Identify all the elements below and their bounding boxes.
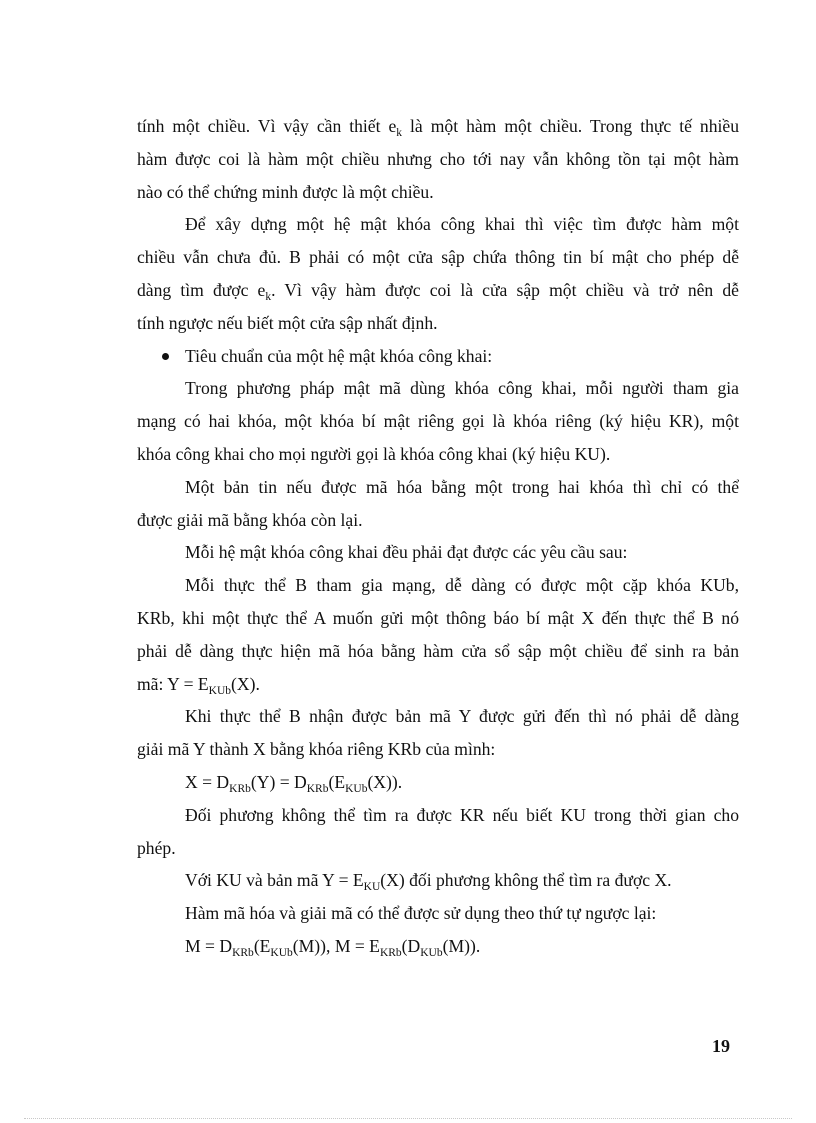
subscript: k bbox=[265, 290, 272, 303]
text-run: (X)). bbox=[367, 771, 403, 792]
text-run: (D bbox=[401, 935, 421, 956]
text-line bbox=[137, 864, 739, 897]
text-line: được giải mã bằng khóa còn lại. bbox=[137, 509, 363, 530]
bullet-icon bbox=[162, 353, 169, 360]
text-line bbox=[137, 110, 739, 143]
text-line: Mỗi hệ mật khóa công khai đều phải đạt được các yêu cầu sau: bbox=[185, 542, 628, 563]
text-run: (Y) = D bbox=[250, 771, 307, 792]
text-line: Một bản tin nếu được mã hóa bằng một trong hai khóa thì chỉ có thể bbox=[185, 476, 739, 497]
text-run: dàng tìm được e bbox=[137, 279, 266, 300]
text-line: khóa công khai cho mọi người gọi là khóa công khai (ký hiệu KU). bbox=[137, 443, 611, 464]
text-run: tính một chiều. Vì vậy cần thiết e bbox=[137, 116, 397, 136]
page-number: 19 bbox=[712, 1036, 730, 1056]
text-line: chiều vẫn chưa đủ. B phải có một cửa sập chứa thông tin bí mật cho phép dễ bbox=[137, 247, 739, 268]
text-line: Để xây dựng một hệ mật khóa công khai thì việc tìm được hàm một bbox=[185, 214, 739, 235]
subscript: KUb bbox=[270, 946, 293, 959]
text-line: Đối phương không thể tìm ra được KR nếu biết KU trong thời gian cho bbox=[185, 804, 739, 825]
text-line: hàm được coi là hàm một chiều nhưng cho tới nay vẫn không tồn tại một hàm bbox=[137, 148, 739, 169]
subscript: KUb bbox=[420, 946, 443, 959]
bullet-item bbox=[137, 340, 739, 373]
subscript: KUb bbox=[208, 684, 232, 697]
page-body bbox=[137, 110, 739, 963]
text-run: (E bbox=[328, 771, 346, 792]
bullet-text: Tiêu chuẩn của một hệ mật khóa công khai: bbox=[185, 345, 493, 366]
subscript: k bbox=[396, 127, 403, 139]
subscript: KRb bbox=[232, 946, 254, 959]
text-run: X = D bbox=[185, 771, 230, 792]
text-line: Mỗi thực thể B tham gia mạng, dễ dàng có được một cặp khóa KUb, bbox=[185, 575, 739, 596]
text-line: phải dễ dàng thực hiện mã hóa bằng hàm cửa sổ sập một chiều để sinh ra bản bbox=[137, 640, 739, 661]
text-line: mạng có hai khóa, một khóa bí mật riêng gọi là khóa riêng (ký hiệu KR), một bbox=[137, 411, 739, 432]
text-line: nào có thể chứng minh được là một chiều. bbox=[137, 181, 434, 202]
page-bottom-border bbox=[24, 1118, 792, 1119]
text-line: tính ngược nếu biết một cửa sập nhất định. bbox=[137, 312, 438, 333]
text-run: (E bbox=[253, 935, 271, 956]
text-line bbox=[137, 668, 739, 701]
text-run: (X). bbox=[231, 673, 260, 694]
text-run: mã: Y = E bbox=[137, 673, 209, 694]
subscript: KRb bbox=[379, 946, 402, 959]
text-line: phép. bbox=[137, 837, 176, 858]
text-line: Khi thực thể B nhận được bản mã Y được gửi đến thì nó phải dễ dàng bbox=[185, 706, 739, 727]
text-line bbox=[137, 274, 739, 307]
text-run: là một hàm một chiều. Trong thực tế nhiều bbox=[402, 116, 739, 136]
text-run: M = D bbox=[185, 935, 233, 956]
subscript: KUb bbox=[345, 782, 368, 795]
text-run: (M)). bbox=[442, 935, 481, 956]
formula-line bbox=[137, 766, 739, 799]
formula-line bbox=[137, 930, 739, 963]
text-run: Với KU và bản mã Y = E bbox=[185, 870, 364, 891]
text-line: Hàm mã hóa và giải mã có thể được sử dụng theo thứ tự ngược lại: bbox=[185, 903, 657, 924]
text-line: Trong phương pháp mật mã dùng khóa công khai, mỗi người tham gia bbox=[185, 378, 739, 399]
text-run: (M)), M = E bbox=[292, 935, 380, 956]
subscript: KRb bbox=[229, 782, 251, 795]
subscript: KRb bbox=[306, 782, 329, 795]
text-line: giải mã Y thành X bằng khóa riêng KRb của mình: bbox=[137, 739, 496, 760]
text-line: KRb, khi một thực thể A muốn gửi một thông báo bí mật X đến thực thể B nó bbox=[137, 607, 739, 628]
text-run: (X) đối phương không thể tìm ra được X. bbox=[380, 870, 672, 891]
text-run: . Vì vậy hàm được coi là cửa sập một chiều và trở nên dễ bbox=[271, 279, 739, 300]
subscript: KU bbox=[363, 881, 381, 894]
